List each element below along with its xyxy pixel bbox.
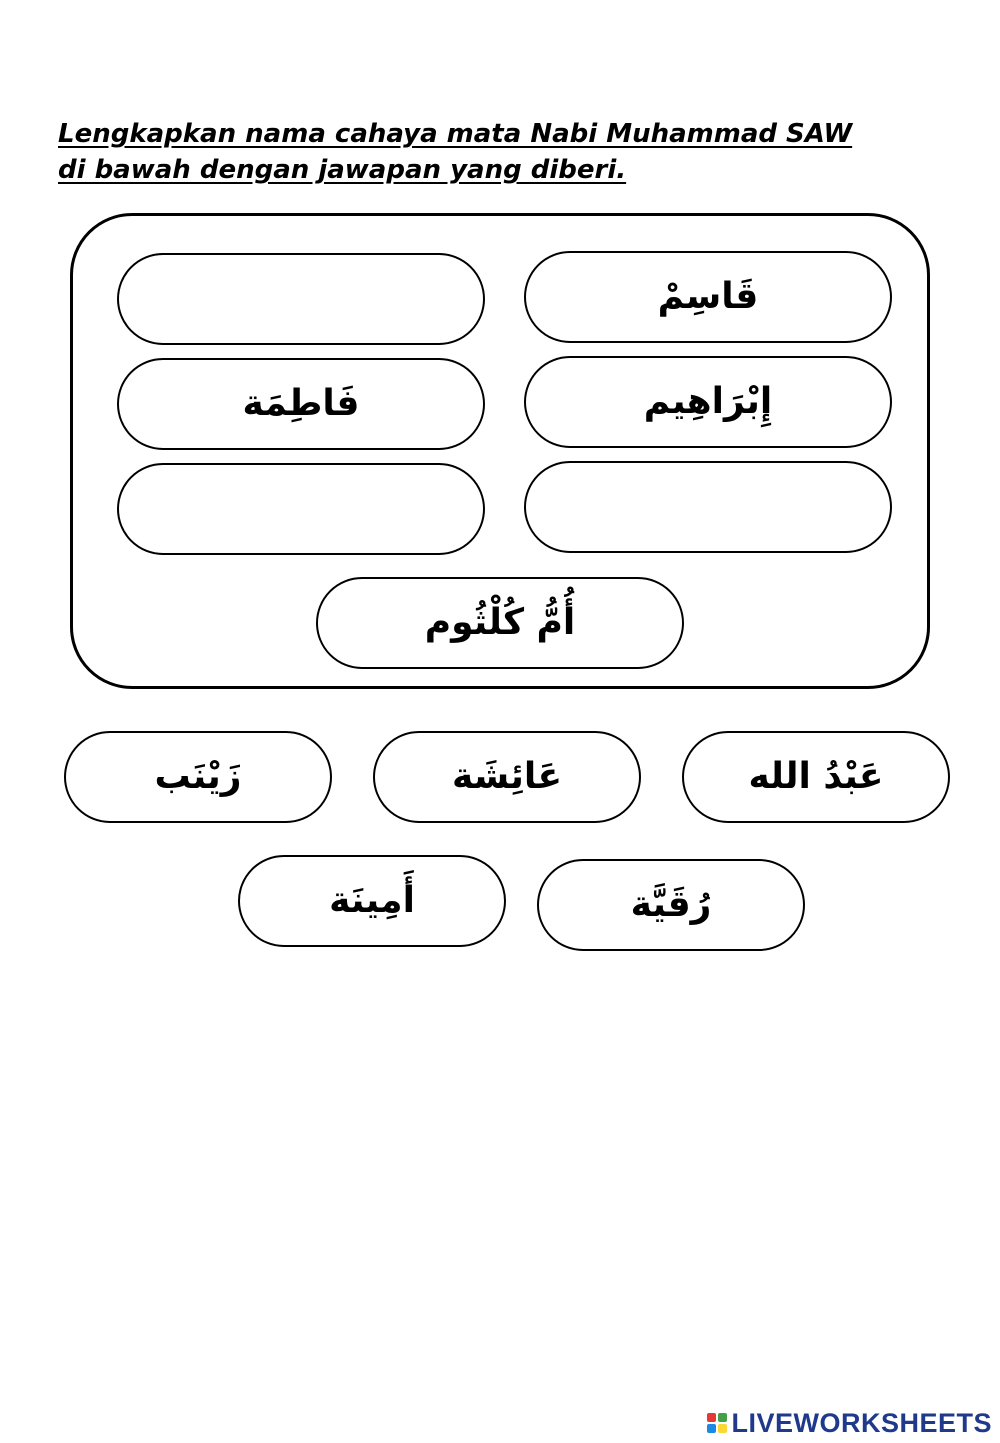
option-label: رُقَيَّة [630,884,712,925]
answer-slot-7[interactable] [316,577,684,669]
logo-square [718,1424,727,1433]
answer-slot-text: إِبْرَاهِيم [643,381,773,422]
answer-slot-text: قَاسِمْ [657,276,759,317]
answer-slot-2[interactable] [524,251,892,343]
option-card-4[interactable] [238,855,506,947]
option-card-2[interactable] [373,731,641,823]
option-label: عَائِشَة [451,756,563,797]
answer-slot-6[interactable] [524,461,892,553]
logo-squares-icon [707,1413,727,1433]
option-card-5[interactable] [537,859,805,951]
logo-square [718,1413,727,1422]
answer-slot-5[interactable] [117,463,485,555]
option-card-3[interactable] [682,731,950,823]
option-card-1[interactable] [64,731,332,823]
option-label: أَمِينَة [329,880,415,921]
answer-slot-3[interactable] [117,358,485,450]
answer-slot-text: فَاطِمَة [242,383,360,424]
instruction-text: Lengkapkan nama cahaya mata Nabi Muhammad SAW di bawah dengan jawapan yang diberi. [58,119,853,185]
liveworksheets-logo [707,1406,992,1440]
logo-square [707,1424,716,1433]
option-label: زَيْنَب [154,756,242,797]
answer-slot-4[interactable] [524,356,892,448]
answer-slot-text: أُمُّ كُلْثُوم [424,602,576,643]
brand-name: LIVEWORKSHEETS [731,1407,992,1438]
option-label: عَبْدُ الله [748,756,884,797]
logo-square [707,1413,716,1422]
answer-slot-1[interactable] [117,253,485,345]
